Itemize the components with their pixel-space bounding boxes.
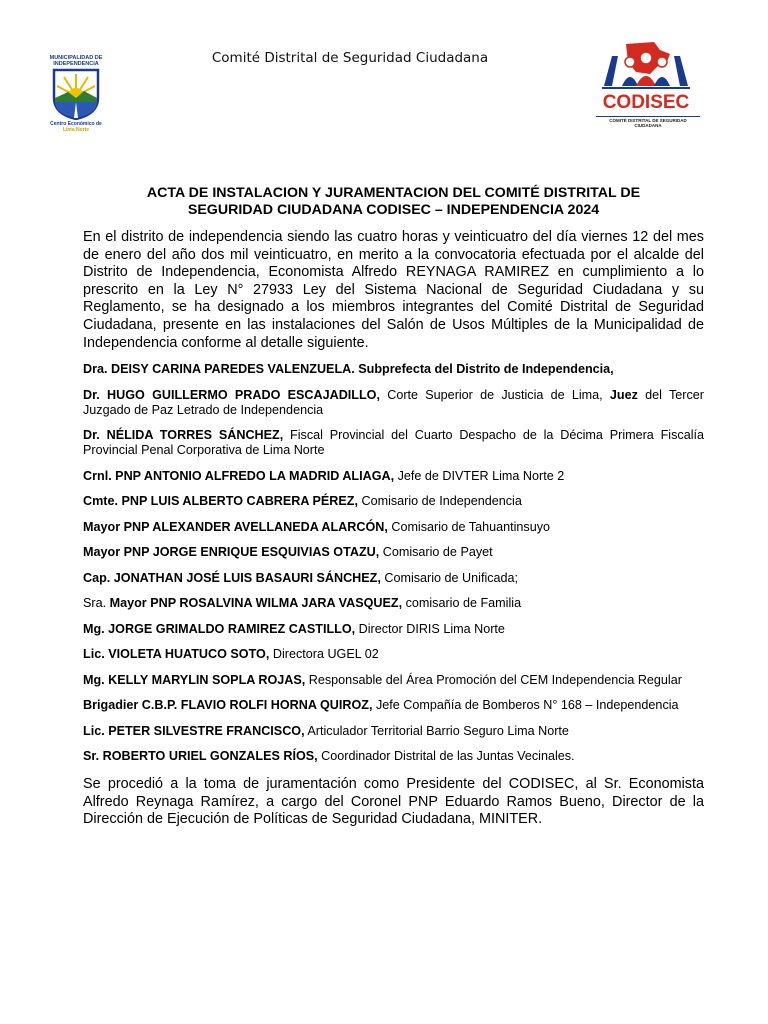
municipality-subtitle: [38, 121, 114, 133]
codisec-logo: [588, 40, 704, 128]
member-name: Dra. DEISY CARINA PAREDES VALENZUELA. Subprefecta del Distrito de Independencia,: [83, 362, 614, 377]
member-role: Articulador Territorial Barrio Seguro Lima Norte: [304, 723, 569, 738]
member-role: comisario de Familia: [402, 596, 522, 611]
member-item: [83, 469, 704, 484]
member-item: [83, 494, 704, 509]
member-role: Comisario de Tahuantinsuyo: [387, 519, 551, 534]
member-name: Lic. VIOLETA HUATUCO SOTO,: [83, 647, 270, 662]
member-item: [83, 596, 704, 611]
member-item: [83, 647, 704, 662]
member-role: Director DIRIS Lima Norte: [355, 621, 505, 636]
member-item: [83, 571, 704, 586]
municipality-sub-line1: Centro Económico de: [50, 121, 102, 127]
document-title-line2: SEGURIDAD CIUDADANA CODISEC – INDEPENDENCIA 2024: [187, 202, 600, 218]
member-name: Brigadier C.B.P. FLAVIO ROLFI HORNA QUIROZ,: [83, 698, 373, 713]
document-body: [83, 185, 704, 839]
member-name: Mg. KELLY MARYLIN SOPLA ROJAS,: [83, 672, 306, 687]
member-role: Comisario de Payet: [379, 545, 493, 560]
member-name: Mayor PNP JORGE ENRIQUE ESQUIVIAS OTAZU,: [83, 545, 380, 560]
member-role: Jefe Compañía de Bomberos N° 168 – Independencia: [372, 698, 679, 713]
member-item: [83, 698, 704, 713]
member-name: Dr. HUGO GUILLERMO PRADO ESCAJADILLO,: [83, 387, 380, 402]
member-role: Directora UGEL 02: [269, 647, 379, 662]
codisec-subtitle: COMITÉ DISTRITAL DE SEGURIDAD CIUDADANA: [596, 116, 700, 128]
members-list: [83, 362, 704, 764]
intro-paragraph: En el distrito de independencia siendo las cuatro horas y veinticuatro del día viernes 12 del mes de enero del año dos mil veinticuatro, en merito a la convocatoria efectuada por el alcalde del Distrito de Independencia, Economista Alfredo REYNAGA RAMIREZ en cumplimiento a lo prescrito en la Ley N° 27933 Ley del Sistema Nacional de Seguridad Ciudadana y su Reglamento, se ha designado a los miembros integrantes del Comité Distrital de Seguridad Ciudadana, presente en las instalaciones del Salón de Usos Múltiples de la Municipalidad de Independencia conforme al detalle siguiente.: [83, 229, 704, 351]
member-name: Mayor PNP ROSALVINA WILMA JARA VASQUEZ,: [109, 596, 403, 611]
member-role-emphasis: Juez: [609, 387, 638, 402]
municipality-name-line1: MUNICIPALIDAD DE: [49, 55, 103, 61]
member-item: [83, 749, 704, 764]
member-role: Responsable del Área Promoción del CEM Independencia Regular: [305, 672, 682, 687]
member-role-tail: del Tercer Juzgado de Paz Letrado de Independencia: [83, 387, 704, 417]
member-item: [83, 622, 704, 637]
municipality-sub-line2: Lima Norte: [62, 127, 90, 133]
member-name: Crnl. PNP ANTONIO ALFREDO LA MADRID ALIAGA,: [83, 468, 395, 483]
codisec-name: CODISEC: [602, 92, 690, 113]
member-name: Lic. PETER SILVESTRE FRANCISCO,: [83, 723, 305, 738]
municipality-name: [38, 55, 114, 67]
member-name: Mayor PNP ALEXANDER AVELLANEDA ALARCÓN,: [83, 519, 388, 534]
closing-paragraph: Se procedió a la toma de juramentación como Presidente del CODISEC, al Sr. Economista Alfredo Reynaga Ramírez, a cargo del Coronel PNP Eduardo Ramos Bueno, Director de la Dirección de Ejecución de Políticas de Seguridad Ciudadana, MINITER.: [83, 776, 704, 828]
member-role: Jefe de DIVTER Lima Norte 2: [394, 468, 565, 483]
member-name: Sr. ROBERTO URIEL GONZALES RÍOS,: [83, 749, 318, 764]
municipality-shield-icon: [52, 68, 100, 120]
member-name: Cmte. PNP LUIS ALBERTO CABRERA PÉREZ,: [83, 494, 358, 509]
document-title: [83, 185, 704, 219]
member-name: Mg. JORGE GRIMALDO RAMIREZ CASTILLO,: [83, 621, 356, 636]
member-role: Coordinador Distrital de las Juntas Vecinales.: [317, 749, 575, 764]
document-title-line1: ACTA DE INSTALACION Y JURAMENTACION DEL COMITÉ DISTRITAL DE: [146, 185, 641, 201]
member-item: [83, 362, 704, 377]
member-item: [83, 724, 704, 739]
member-prefix: Sra.: [83, 596, 110, 611]
member-role: Corte Superior de Justicia de Lima,: [379, 387, 610, 402]
member-name: Dr. NÉLIDA TORRES SÁNCHEZ,: [83, 428, 284, 443]
municipality-logo: [38, 55, 114, 141]
member-role: Comisario de Independencia: [358, 494, 522, 509]
member-item: [83, 520, 704, 535]
member-role: Fiscal Provincial del Cuarto Despacho de la Décima Primera Fiscalía Provincial Penal Corporativa de Lima Norte: [83, 428, 704, 458]
codisec-emblem-icon: [596, 40, 696, 94]
member-role: Comisario de Unificada;: [380, 570, 519, 585]
municipality-name-line2: INDEPENDENCIA: [53, 61, 99, 67]
member-item: [83, 388, 704, 418]
member-item: [83, 545, 704, 560]
member-item: [83, 673, 704, 688]
member-item: [83, 428, 704, 458]
header-title: Comité Distrital de Seguridad Ciudadana: [211, 50, 489, 66]
member-name: Cap. JONATHAN JOSÉ LUIS BASAURI SÁNCHEZ,: [83, 570, 381, 585]
